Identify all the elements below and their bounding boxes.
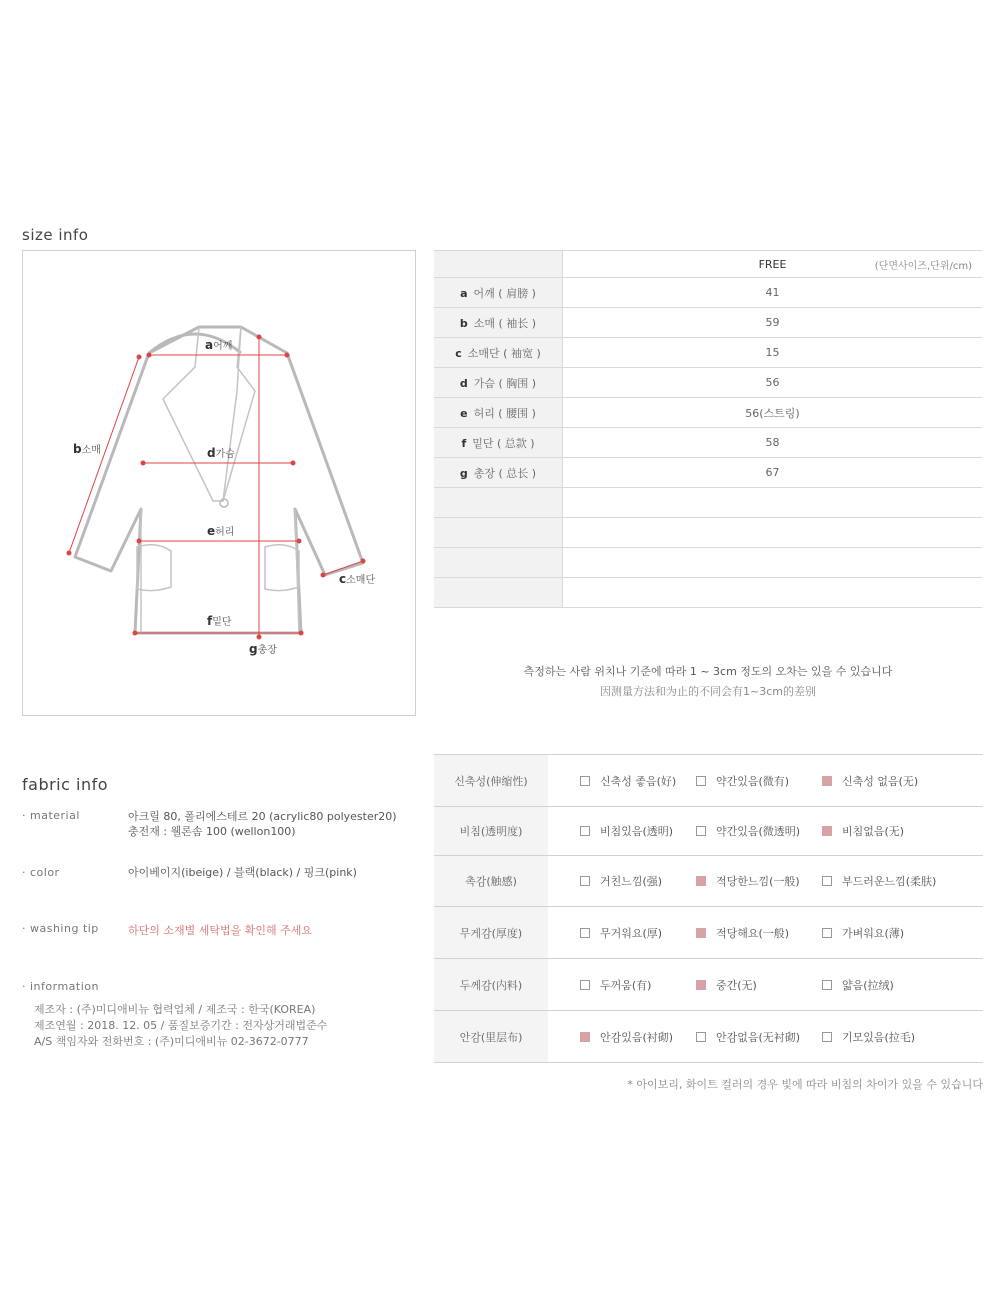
table-row: g 총장 ( 总长 ) 67 xyxy=(434,458,982,488)
size-column-free: FREE (단면사이즈,단위/cm) xyxy=(563,251,983,278)
lapel-right xyxy=(223,327,255,501)
table-row: e 허리 ( 腰围 ) 56(스트링) xyxy=(434,398,982,428)
information-key: · information xyxy=(22,980,99,993)
checkbox[interactable] xyxy=(580,776,590,786)
material-line-1: 아크릴 80, 폴리에스테르 20 (acrylic80 polyester20) xyxy=(128,810,397,823)
checkbox[interactable] xyxy=(822,1032,832,1042)
checkbox[interactable] xyxy=(580,980,590,990)
property-row: 신축성(伸缩性) 신축성 좋음(好) 약간있음(微有) 신축성 없음(无) xyxy=(434,755,983,807)
checkbox[interactable] xyxy=(580,928,590,938)
size-table-header xyxy=(434,251,982,278)
color-key: · color xyxy=(22,866,60,879)
checkbox[interactable] xyxy=(822,928,832,938)
label-g: g총장 xyxy=(249,642,277,656)
checkbox-checked[interactable] xyxy=(580,1032,590,1042)
checkbox[interactable] xyxy=(580,876,590,886)
property-label: 신축성(伸缩性) xyxy=(434,755,548,807)
label-e: e허리 xyxy=(207,524,235,538)
property-row: 두께감(内料) 두꺼움(有) 중간(无) 얇음(拉绒) xyxy=(434,959,983,1011)
material-line-2: 충전재 : 웰론솜 100 (wellon100) xyxy=(128,825,296,838)
property-row: 무게감(厚度) 무거워요(厚) 적당해요(一般) 가벼워요(薄) xyxy=(434,907,983,959)
table-row: d 가슴 ( 胸围 ) 56 xyxy=(434,368,982,398)
pocket-right xyxy=(265,545,299,591)
info-line: A/S 책임자와 전화번호 : (주)미디애비뉴 02-3672-0777 xyxy=(34,1035,309,1048)
size-table xyxy=(434,250,982,608)
table-row: a 어깨 ( 肩膀 ) 41 xyxy=(434,278,982,308)
lapel-left xyxy=(163,327,241,501)
checkbox-checked[interactable] xyxy=(696,928,706,938)
label-f: f밑단 xyxy=(207,614,232,628)
table-row: b 소매 ( 袖长 ) 59 xyxy=(434,308,982,338)
property-row: 비침(透明度) 비침있음(透明) 약간있음(微透明) 비침없음(无) xyxy=(434,807,983,856)
checkbox[interactable] xyxy=(822,980,832,990)
size-diagram xyxy=(22,250,416,716)
label-c: c소매단 xyxy=(339,572,376,586)
label-b: b소매 xyxy=(73,442,101,456)
label-d: d가슴 xyxy=(207,446,235,460)
checkbox[interactable] xyxy=(696,776,706,786)
checkbox[interactable] xyxy=(822,876,832,886)
table-row-empty xyxy=(434,548,982,578)
checkbox-checked[interactable] xyxy=(696,980,706,990)
checkbox[interactable] xyxy=(580,826,590,836)
table-row-empty xyxy=(434,518,982,548)
washing-value: 하단의 소재별 세탁법을 확인해 주세요 xyxy=(128,924,313,937)
info-line: 제조연월 : 2018. 12. 05 / 품질보증기간 : 전자상거래법준수 xyxy=(34,1019,328,1032)
coat-outline xyxy=(75,327,363,633)
checkbox-checked[interactable] xyxy=(696,876,706,886)
table-row-empty xyxy=(434,578,982,608)
table-row-empty xyxy=(434,488,982,518)
fabric-footnote: * 아이보리, 화이트 컬러의 경우 빛에 따라 비침의 차이가 있을 수 있습니다 xyxy=(627,1078,983,1091)
pocket-left xyxy=(137,545,171,591)
label-a: a어깨 xyxy=(205,338,233,352)
checkbox-checked[interactable] xyxy=(822,776,832,786)
table-row: f 밑단 ( 总款 ) 58 xyxy=(434,428,982,458)
checkbox-checked[interactable] xyxy=(822,826,832,836)
color-value: 아이베이지(ibeige) / 블랙(black) / 핑크(pink) xyxy=(128,866,357,879)
checkbox[interactable] xyxy=(696,826,706,836)
checkbox[interactable] xyxy=(696,1032,706,1042)
fabric-info-title: fabric info xyxy=(22,775,109,794)
unit-note: (단면사이즈,단위/cm) xyxy=(874,261,972,272)
size-info-title: size info xyxy=(22,226,89,244)
property-row: 촉감(触感) 거친느낌(强) 적당한느낌(一般) 부드러운느낌(柔肤) xyxy=(434,856,983,907)
washing-key: · washing tip xyxy=(22,922,99,935)
info-line: 제조자 : (주)미디애비뉴 협력업체 / 제조국 : 한국(KOREA) xyxy=(34,1003,316,1016)
coat-diagram xyxy=(23,251,415,715)
fabric-properties-table xyxy=(434,754,983,1063)
property-row: 안감(里层布) 안감있음(衬砌) 안감없음(无衬砌) 기모있음(拉毛) xyxy=(434,1011,983,1063)
measurement-note-cn: 因测量方法和为止的不同会有1~3cm的差别 xyxy=(600,685,816,698)
material-key: · material xyxy=(22,809,80,822)
table-row: c 소매단 ( 袖宽 ) 15 xyxy=(434,338,982,368)
measurement-note-ko: 측정하는 사람 위치나 기준에 따라 1 ~ 3cm 정도의 오차는 있을 수 있습니다 xyxy=(523,665,893,678)
